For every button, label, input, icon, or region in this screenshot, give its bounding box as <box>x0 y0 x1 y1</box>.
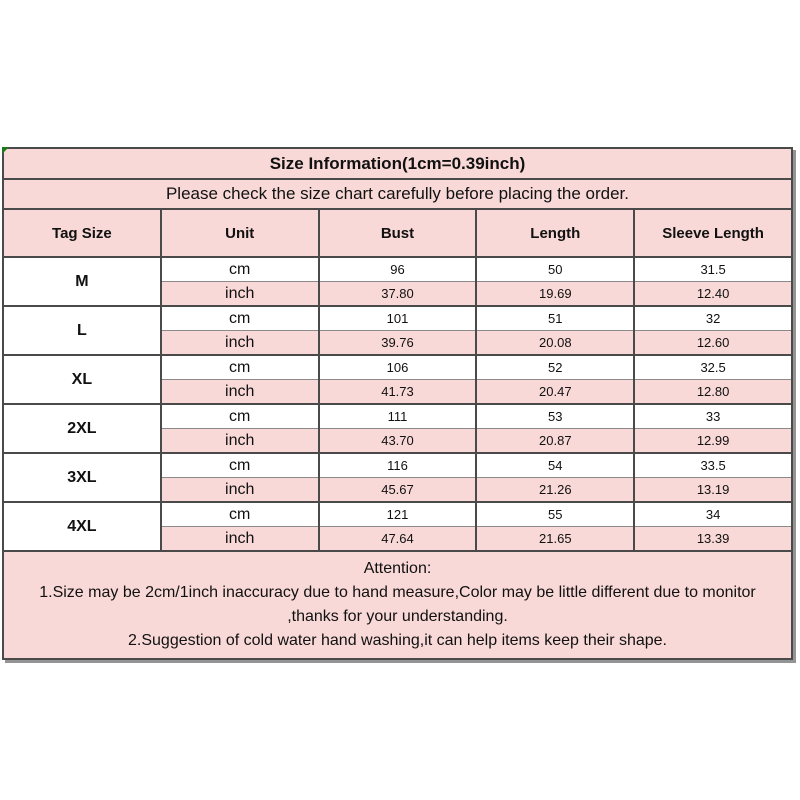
spreadsheet-corner-marker <box>2 147 9 154</box>
unit-cell: inch <box>161 380 319 405</box>
unit-cell: inch <box>161 331 319 356</box>
unit-cell: cm <box>161 404 319 429</box>
length-value: 51 <box>476 306 634 331</box>
attention-line-1: 1.Size may be 2cm/1inch inaccuracy due to hand measure,Color may be little different due to monitor <box>39 584 756 601</box>
column-header-length: Length <box>476 209 634 257</box>
sleeve-length-value: 13.19 <box>634 478 792 503</box>
length-value: 55 <box>476 502 634 527</box>
length-value: 20.87 <box>476 429 634 454</box>
length-value: 54 <box>476 453 634 478</box>
unit-cell: cm <box>161 257 319 282</box>
bust-value: 47.64 <box>319 527 477 552</box>
length-value: 21.26 <box>476 478 634 503</box>
attention-note <box>3 551 792 659</box>
tag-size-cell: 3XL <box>3 453 161 502</box>
bust-value: 101 <box>319 306 477 331</box>
title-row <box>3 148 792 179</box>
unit-cell: cm <box>161 306 319 331</box>
unit-cell: cm <box>161 453 319 478</box>
length-value: 19.69 <box>476 282 634 307</box>
chart-title: Size Information(1cm=0.39inch) <box>3 148 792 179</box>
tag-size-cell: XL <box>3 355 161 404</box>
bust-value: 39.76 <box>319 331 477 356</box>
bust-value: 96 <box>319 257 477 282</box>
unit-cell: inch <box>161 527 319 552</box>
header-row <box>3 209 792 257</box>
table-row <box>3 257 792 282</box>
tag-size-cell: L <box>3 306 161 355</box>
table-row <box>3 404 792 429</box>
table-row <box>3 453 792 478</box>
attention-line-3: 2.Suggestion of cold water hand washing,it can help items keep their shape. <box>128 632 667 649</box>
sleeve-length-value: 33 <box>634 404 792 429</box>
unit-cell: inch <box>161 478 319 503</box>
sleeve-length-value: 34 <box>634 502 792 527</box>
sleeve-length-value: 13.39 <box>634 527 792 552</box>
length-value: 52 <box>476 355 634 380</box>
size-chart-table <box>2 147 793 660</box>
bust-value: 43.70 <box>319 429 477 454</box>
bust-value: 45.67 <box>319 478 477 503</box>
bust-value: 37.80 <box>319 282 477 307</box>
unit-cell: cm <box>161 355 319 380</box>
column-header-sleeve-length: Sleeve Length <box>634 209 792 257</box>
length-value: 20.08 <box>476 331 634 356</box>
bust-value: 121 <box>319 502 477 527</box>
attention-heading: Attention: <box>363 560 432 577</box>
subtitle-row <box>3 179 792 209</box>
sleeve-length-value: 12.80 <box>634 380 792 405</box>
sleeve-length-value: 31.5 <box>634 257 792 282</box>
table-row <box>3 306 792 331</box>
sleeve-length-value: 12.60 <box>634 331 792 356</box>
sleeve-length-value: 12.40 <box>634 282 792 307</box>
attention-line-2: ,thanks for your understanding. <box>287 608 508 625</box>
column-header-unit: Unit <box>161 209 319 257</box>
sleeve-length-value: 12.99 <box>634 429 792 454</box>
bust-value: 106 <box>319 355 477 380</box>
table-row <box>3 355 792 380</box>
attention-row <box>3 551 792 659</box>
column-header-tag-size: Tag Size <box>3 209 161 257</box>
tag-size-cell: 4XL <box>3 502 161 551</box>
length-value: 50 <box>476 257 634 282</box>
tag-size-cell: M <box>3 257 161 306</box>
sleeve-length-value: 33.5 <box>634 453 792 478</box>
unit-cell: inch <box>161 282 319 307</box>
bust-value: 116 <box>319 453 477 478</box>
length-value: 53 <box>476 404 634 429</box>
bust-value: 41.73 <box>319 380 477 405</box>
length-value: 20.47 <box>476 380 634 405</box>
tag-size-cell: 2XL <box>3 404 161 453</box>
chart-subtitle: Please check the size chart carefully before placing the order. <box>3 179 792 209</box>
bust-value: 111 <box>319 404 477 429</box>
column-header-bust: Bust <box>319 209 477 257</box>
sleeve-length-value: 32.5 <box>634 355 792 380</box>
size-chart-sheet <box>2 147 793 660</box>
length-value: 21.65 <box>476 527 634 552</box>
unit-cell: inch <box>161 429 319 454</box>
sleeve-length-value: 32 <box>634 306 792 331</box>
table-row <box>3 502 792 527</box>
unit-cell: cm <box>161 502 319 527</box>
